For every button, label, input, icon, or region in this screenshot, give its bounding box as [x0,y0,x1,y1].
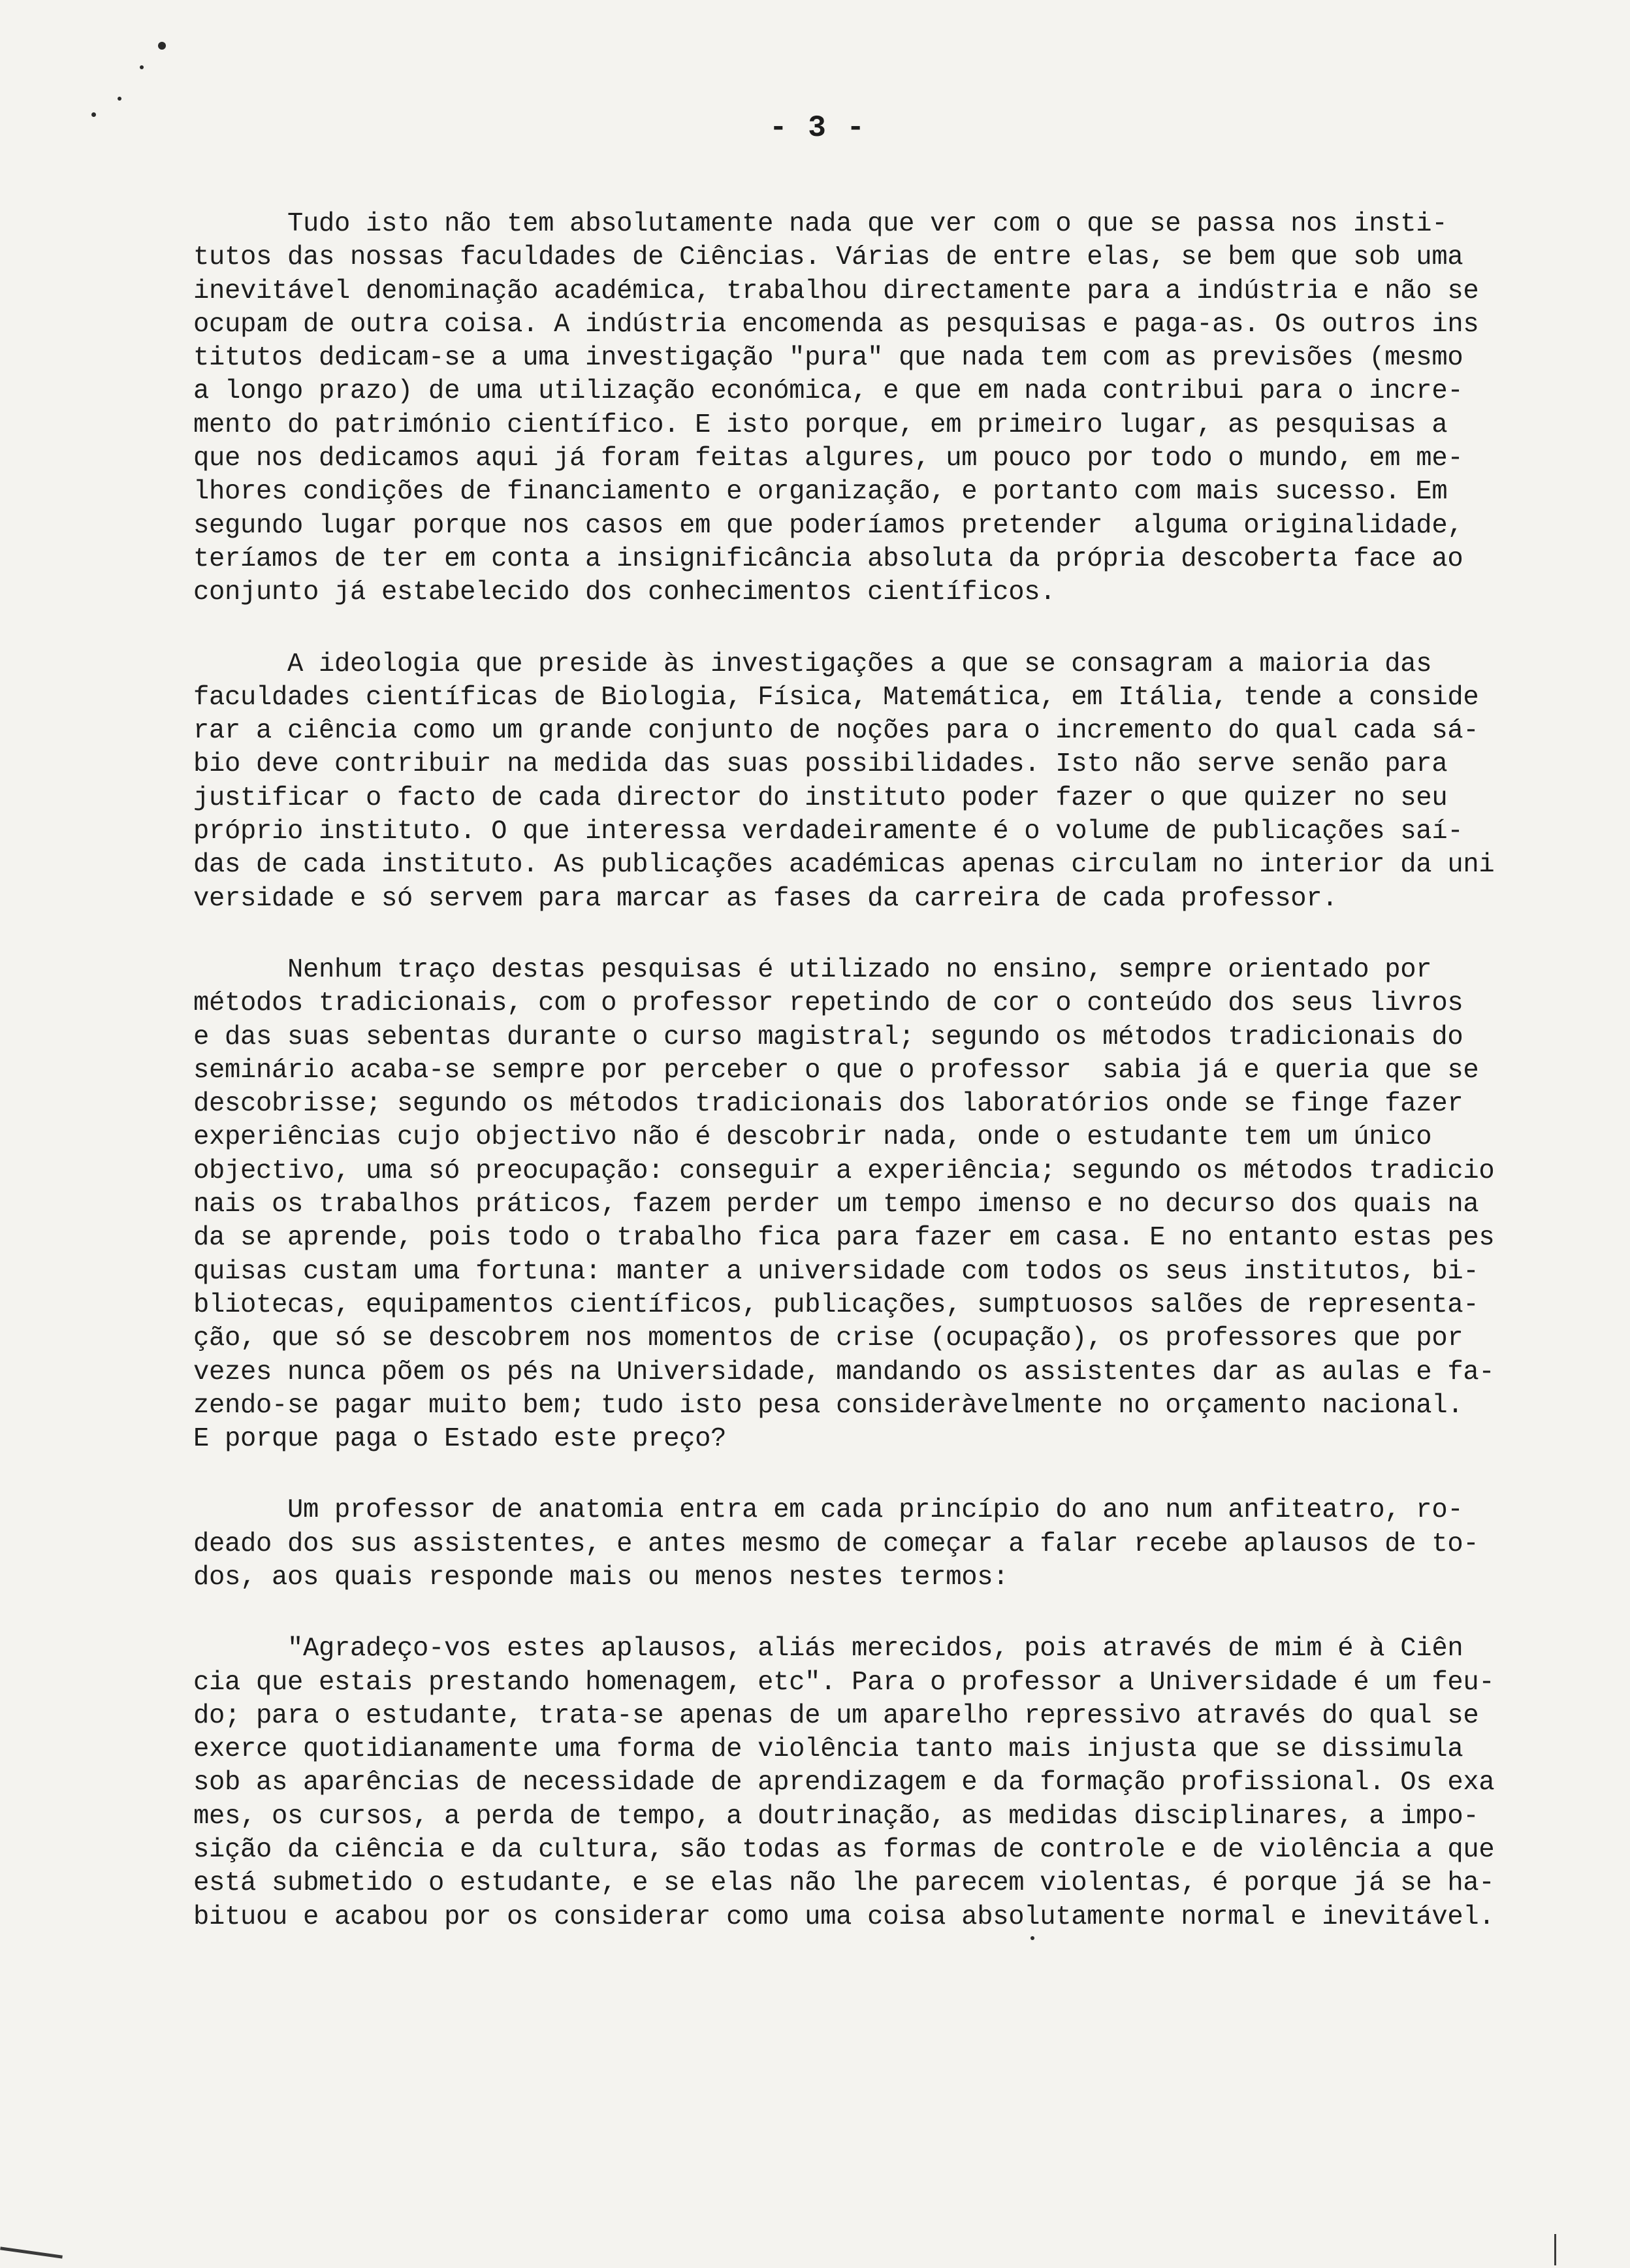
text-line: do; para o estudante, trata-se apenas de um aparelho repressivo através do qual se [193,1700,1479,1731]
text-line: rar a ciência como um grande conjunto de noções para o incremento do qual cada sá- [193,716,1479,747]
text-line: bio deve contribuir na medida das suas possibilidades. Isto não serve senão para [193,749,1448,780]
text-line: métodos tradicionais, com o professor repetindo de cor o conteúdo dos seus livros [193,988,1463,1019]
text-line: zendo-se pagar muito bem; tudo isto pesa consideràvelmente no orçamento nacional. [193,1390,1463,1421]
paragraph-2 [193,648,1506,916]
text-line: conjunto já estabelecido dos conhecimentos científicos. [193,577,1056,608]
text-line: Tudo isto não tem absolutamente nada que ver com o que se passa nos insti- [193,209,1448,239]
text-line: sição da ciência e da cultura, são todas as formas de controle e de violência a que [193,1835,1495,1866]
text-line: das de cada instituto. As publicações académicas apenas circulam no interior da uni [193,850,1495,881]
scan-speck [140,65,144,69]
text-line: Um professor de anatomia entra em cada princípio do ano num anfiteatro, ro- [193,1495,1463,1526]
text-line: seminário acaba-se sempre por perceber o que o professor sabia já e queria que se [193,1055,1479,1086]
text-line: inevitável denominação académica, trabalhou directamente para a indústria e não se [193,276,1479,306]
scan-edge-mark [0,2246,63,2258]
text-line: dos, aos quais responde mais ou menos nestes termos: [193,1562,1009,1593]
text-line: cia que estais prestando homenagem, etc". Para o professor a Universidade é um feu- [193,1667,1495,1698]
paragraph-4 [193,1494,1506,1595]
text-line: vezes nunca põem os pés na Universidade, mandando os assistentes dar as aulas e fa- [193,1357,1495,1387]
text-line: quisas custam uma fortuna: manter a universidade com todos os seus institutos, bi- [193,1256,1479,1287]
text-line: versidade e só servem para marcar as fases da carreira de cada professor. [193,883,1338,914]
text-line: tutos das nossas faculdades de Ciências. Várias de entre elas, se bem que sob uma [193,242,1463,273]
text-line: titutos dedicam-se a uma investigação "pura" que nada tem com as previsões (mesmo [193,343,1463,374]
text-line: sob as aparências de necessidade de aprendizagem e da formação profissional. Os exa [193,1768,1495,1798]
text-line: teríamos de ter em conta a insignificância absoluta da própria descoberta face ao [193,543,1463,574]
text-line: bituou e acabou por os considerar como uma coisa absolutamente normal e inevitável. [193,1902,1495,1932]
scan-speck [158,42,166,50]
text-line: Nenhum traço destas pesquisas é utilizado no ensino, sempre orientado por [193,954,1432,985]
text-line: e das suas sebentas durante o curso magistral; segundo os métodos tradicionais do [193,1022,1463,1052]
text-line: lhores condições de financiamento e organização, e portanto com mais sucesso. Em [193,477,1448,508]
text-line: nais os trabalhos práticos, fazem perder um tempo imenso e no decurso dos quais na [193,1190,1479,1220]
text-line: A ideologia que preside às investigações a que se consagram a maioria das [193,649,1432,679]
text-line: a longo prazo) de uma utilização económica, e que em nada contribui para o incre- [193,376,1463,407]
paragraph-5 [193,1632,1506,1934]
text-line: "Agradeço-vos estes aplausos, aliás merecidos, pois através de mim é à Ciên [193,1634,1463,1664]
text-line: experiências cujo objectivo não é descobrir nada, onde o estudante tem um único [193,1122,1432,1153]
scan-edge-mark [1554,2234,1556,2265]
text-line: exerce quotidianamente uma forma de violência tanto mais injusta que se dissimula [193,1734,1463,1765]
page-number: - 3 - [769,111,867,145]
text-line: justificar o facto de cada director do instituto poder fazer o que quizer no seu [193,783,1448,813]
text-line: objectivo, uma só preocupação: conseguir a experiência; segundo os métodos tradicio [193,1156,1495,1186]
text-line: descobrisse; segundo os métodos tradicionais dos laboratórios onde se finge fazer [193,1089,1463,1120]
scan-speck [91,112,96,117]
text-line: segundo lugar porque nos casos em que poderíamos pretender alguma originalidade, [193,510,1463,541]
text-line: ção, que só se descobrem nos momentos de crise (ocupação), os professores que por [193,1323,1463,1354]
text-line: próprio instituto. O que interessa verdadeiramente é o volume de publicações saí- [193,817,1463,847]
text-line: faculdades científicas de Biologia, Física, Matemática, em Itália, tende a conside [193,682,1479,713]
text-line: que nos dedicamos aqui já foram feitas algures, um pouco por todo o mundo, em me- [193,444,1463,474]
text-line: deado dos sus assistentes, e antes mesmo de começar a falar recebe aplausos de to- [193,1529,1479,1559]
body-text [193,208,1506,1972]
text-line: está submetido o estudante, e se elas não lhe parecem violentas, é porque já se ha- [193,1868,1495,1899]
text-line: E porque paga o Estado este preço? [193,1424,727,1455]
text-line: ocupam de outra coisa. A indústria encomenda as pesquisas e paga-as. Os outros ins [193,309,1479,340]
text-line: mento do património científico. E isto porque, em primeiro lugar, as pesquisas a [193,410,1448,440]
paragraph-3 [193,954,1506,1456]
text-line: bliotecas, equipamentos científicos, publicações, sumptuosos salões de representa- [193,1289,1479,1320]
text-line: da se aprende, pois todo o trabalho fica para fazer em casa. E no entanto estas pes [193,1223,1495,1254]
paragraph-1 [193,208,1506,610]
scan-speck [118,97,121,101]
text-line: mes, os cursos, a perda de tempo, a doutrinação, as medidas disciplinares, a impo- [193,1801,1479,1832]
